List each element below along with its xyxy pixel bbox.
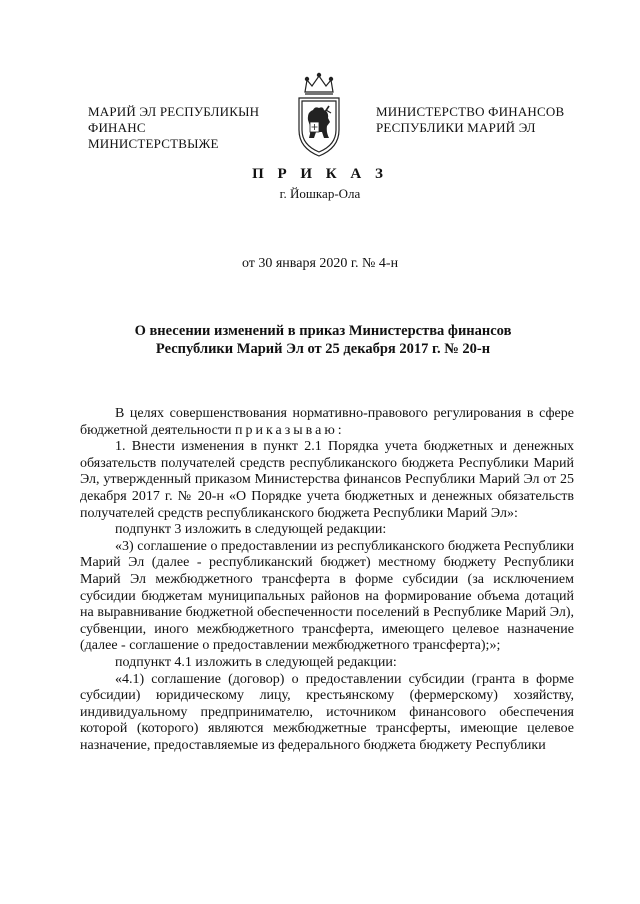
header-left [88, 104, 278, 152]
header-right-line2: РЕСПУБЛИКИ МАРИЙ ЭЛ [376, 120, 536, 135]
document-type: П Р И К А З [252, 166, 388, 182]
header-left-line2: ФИНАНС МИНИСТЕРСТВЫЖЕ [88, 120, 219, 151]
header-right-line1: МИНИСТЕРСТВО ФИНАНСОВ [376, 104, 565, 119]
paragraph-item-1: 1. Внести изменения в пункт 2.1 Порядка учета бюджетных и денежных обязательств получателей средств республиканского бюджета Республики Марий Эл, утвержденный приказом Министерства финансов Республики Марий Эл от 25 декабря 2017 г. № 20-н «О Порядке учета бюджетных и денежных обязательств получателей средств республиканского бюджета Республики Марий Эл»: [80, 439, 574, 521]
paragraph-preamble [80, 406, 574, 439]
document-body [80, 406, 574, 754]
document-city: г. Йошкар-Ола [279, 186, 361, 201]
title-line2: Республики Марий Эл от 25 декабря 2017 г. № 20-н [155, 341, 491, 357]
preamble-order-word: приказываю: [234, 422, 345, 438]
paragraph-subitem-3-intro: подпункт 3 изложить в следующей редакции: [115, 522, 387, 538]
document-title [80, 322, 566, 358]
paragraph-subitem-3-text: «3) соглашение о предоставлении из республиканского бюджета Республики Марий Эл (далее - республиканский бюджет) местному бюджету Республики Марий Эл межбюджетного трансферта в форме субсидии (за исключением субсидии бюджетам муниципальных районов на формирование объема дотаций на выравнивание бюджетной обеспеченности поселений в Республике Марий Эл), субвенции, иного межбюджетного трансферта, имеющего целевое назначение (далее - соглашение о предоставлении межбюджетного трансферта);»; [80, 538, 574, 654]
mari-el-coat-of-arms-icon [293, 70, 345, 160]
document-date: от 30 января 2020 г. № 4-н [241, 256, 399, 271]
header-left-line1: МАРИЙ ЭЛ РЕСПУБЛИКЫН [88, 104, 260, 119]
preamble-text: В целях совершенствования нормативно-правового регулирования в сфере бюджетной деятельности [80, 406, 574, 438]
paragraph-subitem-4-1-text: «4.1) соглашение (договор) о предоставлении субсидии (гранта в форме субсидии) юридическому лицу, крестьянскому (фермерскому) хозяйству, индивидуальному предпринимателю, источником финансового обеспечения которой (которого) являются межбюджетные трансферты, имеющие целевое назначение, предоставляемые из федерального бюджета бюджету Республики [80, 671, 574, 753]
title-line1: О внесении изменений в приказ Министерства финансов [134, 323, 512, 339]
paragraph-subitem-4-1-intro: подпункт 4.1 изложить в следующей редакции: [115, 654, 397, 670]
header-right [376, 104, 576, 136]
